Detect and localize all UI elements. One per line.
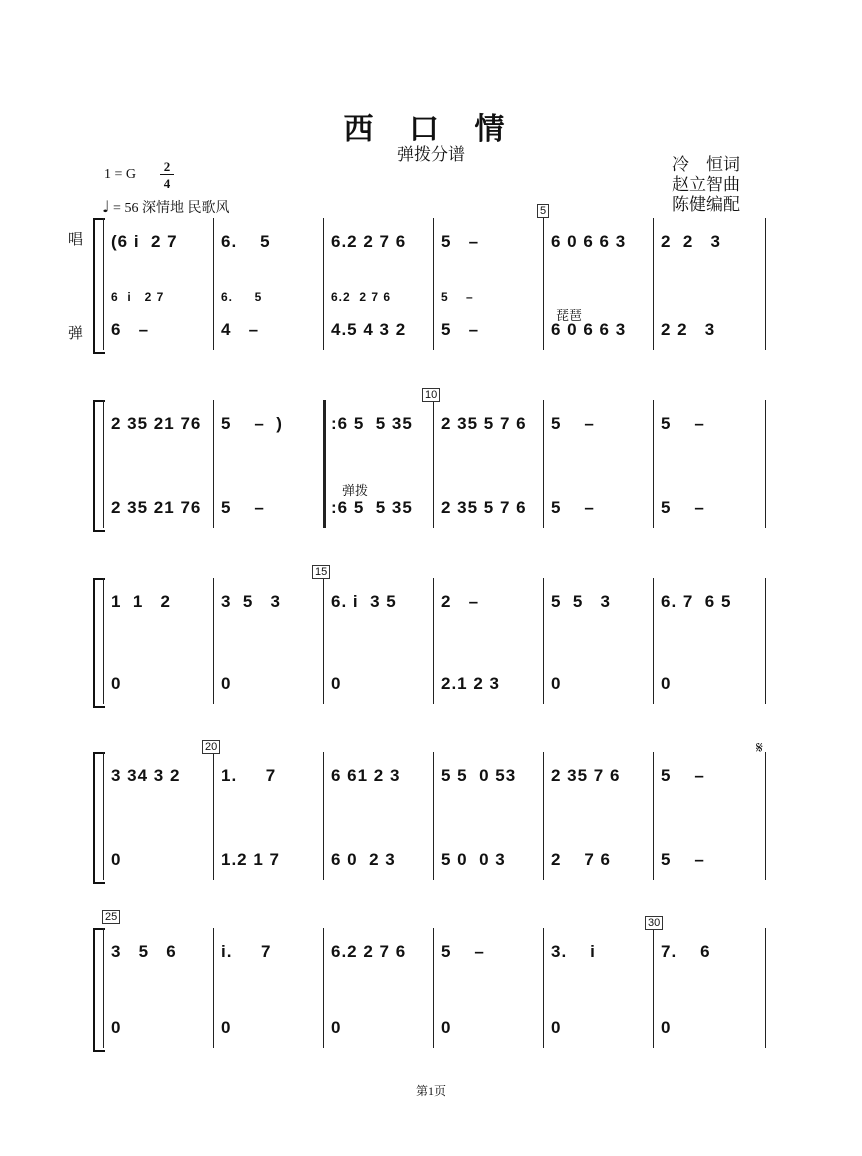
measure-notes: 6.2 2 7 6 — [331, 290, 392, 304]
barline — [653, 752, 654, 880]
measure-number: 30 — [645, 916, 663, 930]
pipa-annotation: 琵琶 — [556, 309, 583, 324]
measure-notes: 2 35 21 76 — [111, 498, 202, 517]
measure-notes: 2 2 3 — [661, 320, 716, 339]
measure-notes: 5 – — [221, 498, 265, 517]
measure-notes: 6 61 2 3 — [331, 766, 401, 785]
measure-notes: 0 — [661, 674, 672, 693]
measure-notes: 5 – — [441, 942, 485, 961]
barline — [103, 400, 104, 528]
barline — [103, 752, 104, 880]
measure-notes: 1. 7 — [221, 766, 277, 785]
measure-notes: 6 i 2 7 — [111, 290, 165, 304]
barline — [433, 218, 434, 350]
barline — [653, 218, 654, 350]
barline — [765, 578, 766, 704]
barline — [765, 218, 766, 350]
segno-icon: 𝄋 — [756, 738, 763, 757]
measure-notes: 0 — [111, 850, 122, 869]
measure-notes: :6 5 5 35 — [331, 498, 413, 517]
key-signature: 1 = G — [104, 167, 137, 182]
measure-notes: i. 7 — [221, 942, 272, 961]
barline — [323, 400, 326, 528]
page-footer: 第1页 — [415, 1084, 446, 1098]
measure-notes: 2 35 21 76 — [111, 414, 202, 433]
time-signature-top: 2 — [163, 159, 171, 174]
barline — [213, 218, 214, 350]
measure-notes: 5 5 0 53 — [441, 766, 517, 785]
score-title: 西 口 情 — [343, 113, 519, 146]
measure-notes: 5 – ) — [221, 414, 283, 433]
barline — [323, 218, 324, 350]
barline — [543, 928, 544, 1048]
tempo-value: = 56 — [113, 201, 139, 216]
measure-notes: 5 – — [441, 320, 480, 339]
measure-notes: 0 — [551, 1018, 562, 1037]
barline — [543, 752, 544, 880]
measure-notes: 5 – — [661, 850, 705, 869]
measure-notes: 2 7 6 — [551, 850, 611, 869]
measure-notes: 6. 7 6 5 — [661, 592, 732, 611]
arranger-credit: 陈健编配 — [672, 195, 740, 214]
barline — [213, 400, 214, 528]
barline — [213, 928, 214, 1048]
measure-number: 15 — [312, 565, 330, 579]
measure-number: 5 — [537, 204, 549, 218]
measure-notes: 2 35 5 7 6 — [441, 414, 527, 433]
time-signature-bottom: 4 — [163, 176, 171, 191]
measure-notes: 0 — [111, 1018, 122, 1037]
part-label-voice: 唱 — [68, 230, 84, 248]
barline — [433, 928, 434, 1048]
barline — [323, 578, 324, 704]
measure-notes: 0 — [221, 674, 232, 693]
measure-notes: 0 — [221, 1018, 232, 1037]
measure-notes: 3 5 6 — [111, 942, 177, 961]
measure-notes: 5 – — [661, 414, 705, 433]
measure-notes: 6. 5 — [221, 290, 263, 304]
measure-notes: 5 – — [661, 766, 705, 785]
tempo-marking — [102, 197, 229, 217]
time-signature-rule — [160, 174, 174, 175]
measure-notes: 2.1 2 3 — [441, 674, 500, 693]
measure-notes: 3 34 3 2 — [111, 766, 181, 785]
measure-notes: 0 — [441, 1018, 452, 1037]
barline — [213, 578, 214, 704]
measure-notes: 6 0 6 6 3 — [551, 320, 627, 339]
measure-notes: 6 0 2 3 — [331, 850, 396, 869]
measure-notes: 0 — [331, 674, 342, 693]
measure-notes: 6.2 2 7 6 — [331, 942, 407, 961]
measure-notes: 7. 6 — [661, 942, 711, 961]
measure-notes: 2 35 5 7 6 — [441, 498, 527, 517]
lyricist-credit: 冷 恒词 — [672, 155, 740, 174]
barline — [323, 928, 324, 1048]
measure-notes: 6. i 3 5 — [331, 592, 397, 611]
measure-notes: 3 5 3 — [221, 592, 281, 611]
tanbo-annotation: 弹拨 — [342, 484, 369, 499]
measure-notes: 5 – — [441, 232, 480, 251]
barline — [433, 400, 434, 528]
measure-notes: 6 0 6 6 3 — [551, 232, 627, 251]
measure-notes: 0 — [661, 1018, 672, 1037]
barline — [765, 928, 766, 1048]
quarter-note-icon: ♩ — [102, 197, 110, 216]
barline — [103, 578, 104, 704]
measure-notes: 3. i — [551, 942, 596, 961]
composer-credit: 赵立智曲 — [672, 175, 740, 194]
measure-notes: 5 – — [551, 414, 595, 433]
barline — [653, 400, 654, 528]
measure-notes: 1.2 1 7 — [221, 850, 280, 869]
barline — [543, 578, 544, 704]
measure-notes: 5 – — [551, 498, 595, 517]
measure-notes: 4 – — [221, 320, 260, 339]
score-subtitle: 弹拨分谱 — [397, 145, 465, 164]
measure-number: 25 — [102, 910, 120, 924]
barline — [433, 578, 434, 704]
measure-notes: 1 1 2 — [111, 592, 171, 611]
measure-notes: 0 — [331, 1018, 342, 1037]
measure-notes: 6. 5 — [221, 232, 271, 251]
measure-notes: 5 – — [661, 498, 705, 517]
measure-number: 10 — [422, 388, 440, 402]
barline — [103, 218, 104, 350]
measure-notes: 5 0 0 3 — [441, 850, 506, 869]
measure-notes: 4.5 4 3 2 — [331, 320, 407, 339]
barline — [543, 400, 544, 528]
part-label-pluck: 弹 — [68, 324, 84, 342]
measure-notes: 5 – — [441, 290, 474, 304]
measure-notes: 5 5 3 — [551, 592, 611, 611]
measure-notes: 2 35 7 6 — [551, 766, 621, 785]
barline — [765, 752, 766, 880]
measure-notes: (6 i 2 7 — [111, 232, 178, 251]
barline — [543, 218, 544, 350]
barline — [653, 578, 654, 704]
barline — [653, 928, 654, 1048]
barline — [323, 752, 324, 880]
barline — [765, 400, 766, 528]
measure-notes: 0 — [551, 674, 562, 693]
measure-notes: 6.2 2 7 6 — [331, 232, 407, 251]
barline — [433, 752, 434, 880]
measure-number: 20 — [202, 740, 220, 754]
barline — [103, 928, 104, 1048]
measure-notes: 2 2 3 — [661, 232, 721, 251]
measure-notes: 2 – — [441, 592, 480, 611]
barline — [213, 752, 214, 880]
expression-text: 深情地 民歌风 — [141, 201, 230, 216]
measure-notes: :6 5 5 35 — [331, 414, 413, 433]
measure-notes: 6 – — [111, 320, 150, 339]
measure-notes: 0 — [111, 674, 122, 693]
